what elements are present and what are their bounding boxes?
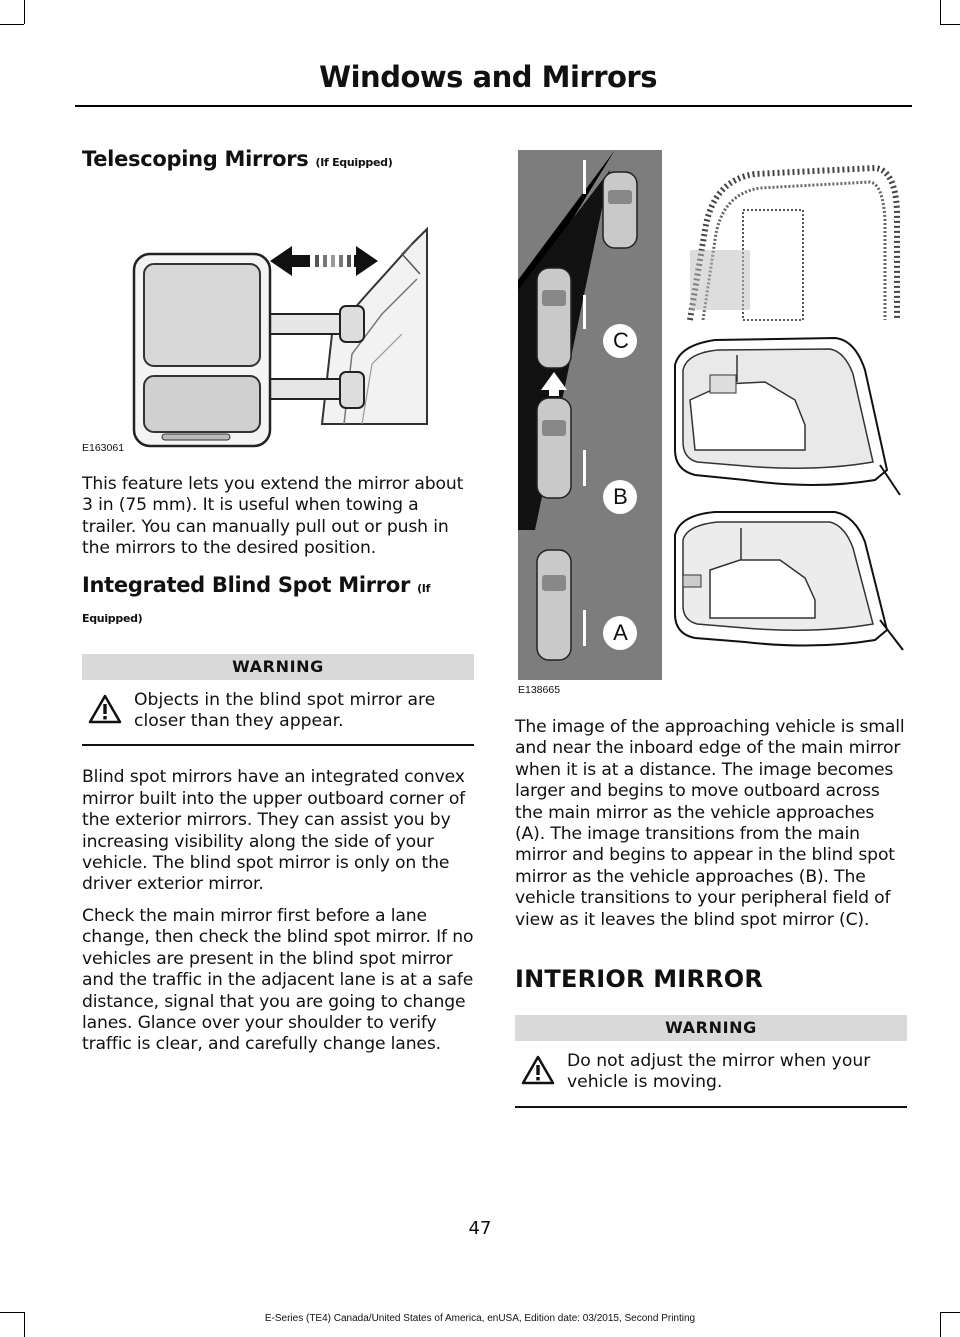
page-number: 47 [468,1218,492,1239]
warning-label: WARNING [82,654,474,680]
telescoping-mirror-illustration [82,184,474,456]
warning-text: Do not adjust the mirror when your vehicle is moving. [567,1051,871,1093]
warning-text: Objects in the blind spot mirror are closer than they appear. [134,689,436,732]
interior-mirror-heading: INTERIOR MIRROR [515,965,764,994]
left-column [82,146,474,1056]
page-header-title: Windows and Mirrors [319,60,657,94]
image-code: E138665 [518,684,561,696]
warning-body [515,1041,907,1108]
heading-text: Telescoping Mirrors [82,147,309,171]
telescoping-mirrors-heading [82,146,474,176]
figure-label-a: A [613,620,628,645]
blind-spot-figure [515,150,907,698]
header-rule [75,105,912,107]
warning-triangle-icon [521,1055,555,1091]
crop-mark [0,24,24,25]
warning-body [82,680,474,747]
figure-label-b: B [613,484,628,509]
telescoping-paragraph: This feature lets you extend the mirror about 3 in (75 mm). It is useful when towing a trailer. You can manually pull out or push in the mirrors to the desired position. [82,474,464,559]
blind-spot-paragraph-2: Check the main mirror first before a lane change, then check the blind spot mirror. If no vehicles are present in the blind spot mirror and the traffic in the adjacent lane is at a safe distance, signal that you are going to change lanes. Glance over your shoulder to verify traffic is clear, and carefully change lanes. [82,905,474,1055]
heading-text: Integrated Blind Spot Mirror [82,572,411,597]
heading-qualifier-2: Equipped) [82,611,143,625]
blind-spot-heading [82,572,474,632]
crop-mark [940,24,960,25]
image-code: E163061 [82,442,125,454]
warning-box [82,654,474,747]
crop-mark [24,0,25,24]
heading-qualifier: (If Equipped) [315,156,393,169]
right-column [515,150,907,1108]
warning-box [515,1015,907,1108]
heading-qualifier-1: (If [417,581,431,595]
figure-label-c: C [613,328,629,353]
warning-label: WARNING [515,1015,907,1041]
crop-mark [940,0,941,24]
warning-triangle-icon [88,694,122,730]
blind-spot-paragraph-1: Blind spot mirrors have an integrated convex mirror built into the upper outboard corner of the exterior mirrors. They can assist you by increasing visibility along the side of your vehicle. The blind spot mirror is only on the driver exterior mirror. [82,767,466,895]
edition-footer: E-Series (TE4) Canada/United States of America, enUSA, Edition date: 03/2015, Second Printing [264,1313,696,1324]
approaching-vehicle-paragraph: The image of the approaching vehicle is small and near the inboard edge of the main mirror when it is at a distance. The image becomes larger and begins to move outboard across the main mirror as the vehicle approaches (A). The image transitions from the main mirror and begins to appear in the blind spot mirror as the vehicle approaches (B). The vehicle transitions to your peripheral field of view as it leaves the blind spot mirror (C). [515,717,905,930]
